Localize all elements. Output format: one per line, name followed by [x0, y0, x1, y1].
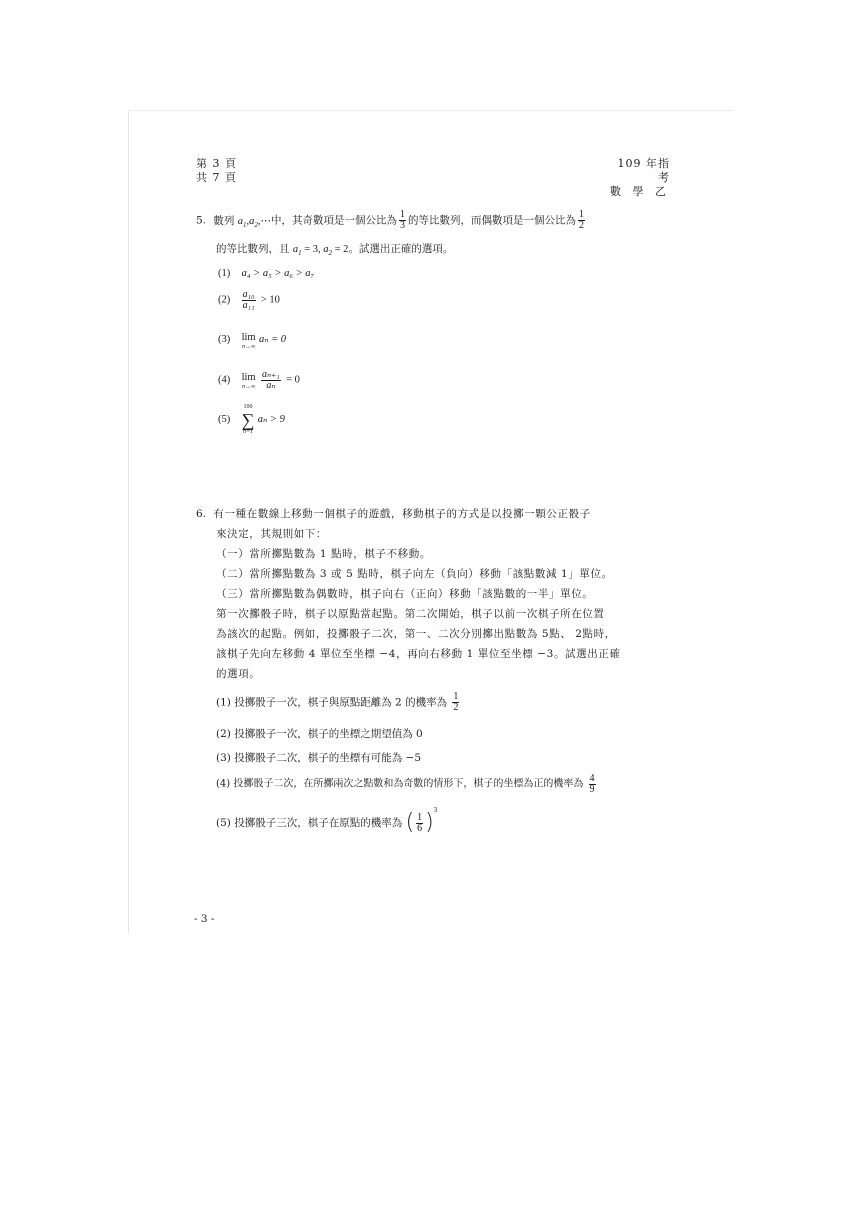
total-pages-label: 共 7 頁	[196, 171, 237, 184]
q6-stem-line6: 第一次擲骰子時，棋子以原點當起點。第二次開始，棋子以前一次棋子所在位置	[216, 608, 605, 620]
q6-stem-line7: 為該次的起點。例如，投擲骰子二次，第一、二次分別擲出點數為 5點、 2點時，	[216, 628, 616, 640]
q6-option-5: (5) 投擲骰子三次，棋子在原點的機率為 ( $\frac{1}{6}$ )$^3$	[216, 806, 438, 835]
q6-number: 6.	[196, 508, 207, 520]
q6-option-4: (4) 投擲骰子二次，在所擲兩次之點數和為奇數的情形下，棋子的坐標為正的機率為 $\frac{4}{9}$	[216, 773, 595, 795]
q6-stem-line9: 的選項。	[216, 668, 261, 680]
q5-option-2: (2) $\frac{\text{a₁₀}}{\text{a₁₁}}$ > 10	[218, 289, 280, 311]
page-indicator	[196, 157, 237, 185]
q6-rule-1: （一）當所擲點數為 1 點時，棋子不移動。	[216, 548, 431, 560]
q6-rule-3: （三）當所擲點數為偶數時，棋子向右（正向）移動「該點數的一半」單位。	[216, 588, 594, 600]
q5-option-1: (1) a₄ > a₅ > a₆ > a₇	[218, 268, 315, 279]
exam-title	[606, 157, 670, 199]
current-page-label: 第 3 頁	[196, 157, 237, 170]
q6-option-1: (1) 投擲骰子一次，棋子與原點距離為 2 的機率為 $\frac{1}{2}$	[216, 691, 459, 713]
q5-number: 5.	[196, 214, 207, 227]
q6-stem-line1: 6. 有一種在數線上移動一個棋子的遊戲，移動棋子的方式是以投擲一顆公正骰子	[196, 508, 591, 520]
page-number: - 3 -	[194, 913, 215, 925]
ratio-one-third: $\frac{1}{3}$	[399, 209, 405, 231]
q5-option-3: (3) lim n→∞ aₙ = 0	[218, 332, 287, 350]
q6-stem-line2: 來決定，其規則如下：	[216, 528, 327, 540]
exam-subject-label: 數 學 乙	[610, 185, 670, 198]
exam-year-label: 109 年指考	[617, 157, 670, 184]
q5-stem-line1: 5. 數列 $a_1,a_2,\cdots$中，其奇數項是一個公比為 $\frac{1}{3}$ 的等比數列，而偶數項是一個公比為 $\frac{1}{2}$	[196, 209, 584, 231]
q5-option-5: (5) 100 ∑ n=1 aₙ > 9	[218, 404, 285, 435]
q6-rule-2: （二）當所擲點數為 3 或 5 點時，棋子向左（負向）移動「該點數減 1」單位。	[216, 568, 613, 580]
q6-stem-line8: 該棋子先向左移動 4 單位至坐標 −4，再向右移動 1 單位至坐標 −3。試選出正確	[216, 648, 621, 660]
q5-option-4: (4) lim n→∞ $\frac{\text{aₙ₊₁}}{\text{aₙ}}$ = 0	[218, 369, 300, 391]
q6-option-2: (2) 投擲骰子一次，棋子的坐標之期望值為 0	[216, 728, 423, 740]
ratio-one-half: $\frac{1}{2}$	[578, 209, 584, 231]
q5-stem-line2: 的等比數列，且 $a_1 = 3$, $a_2 = 2$。試選出正確的選項。	[216, 243, 454, 258]
q6-option-3: (3) 投擲骰子二次，棋子的坐標有可能為 −5	[216, 752, 422, 764]
